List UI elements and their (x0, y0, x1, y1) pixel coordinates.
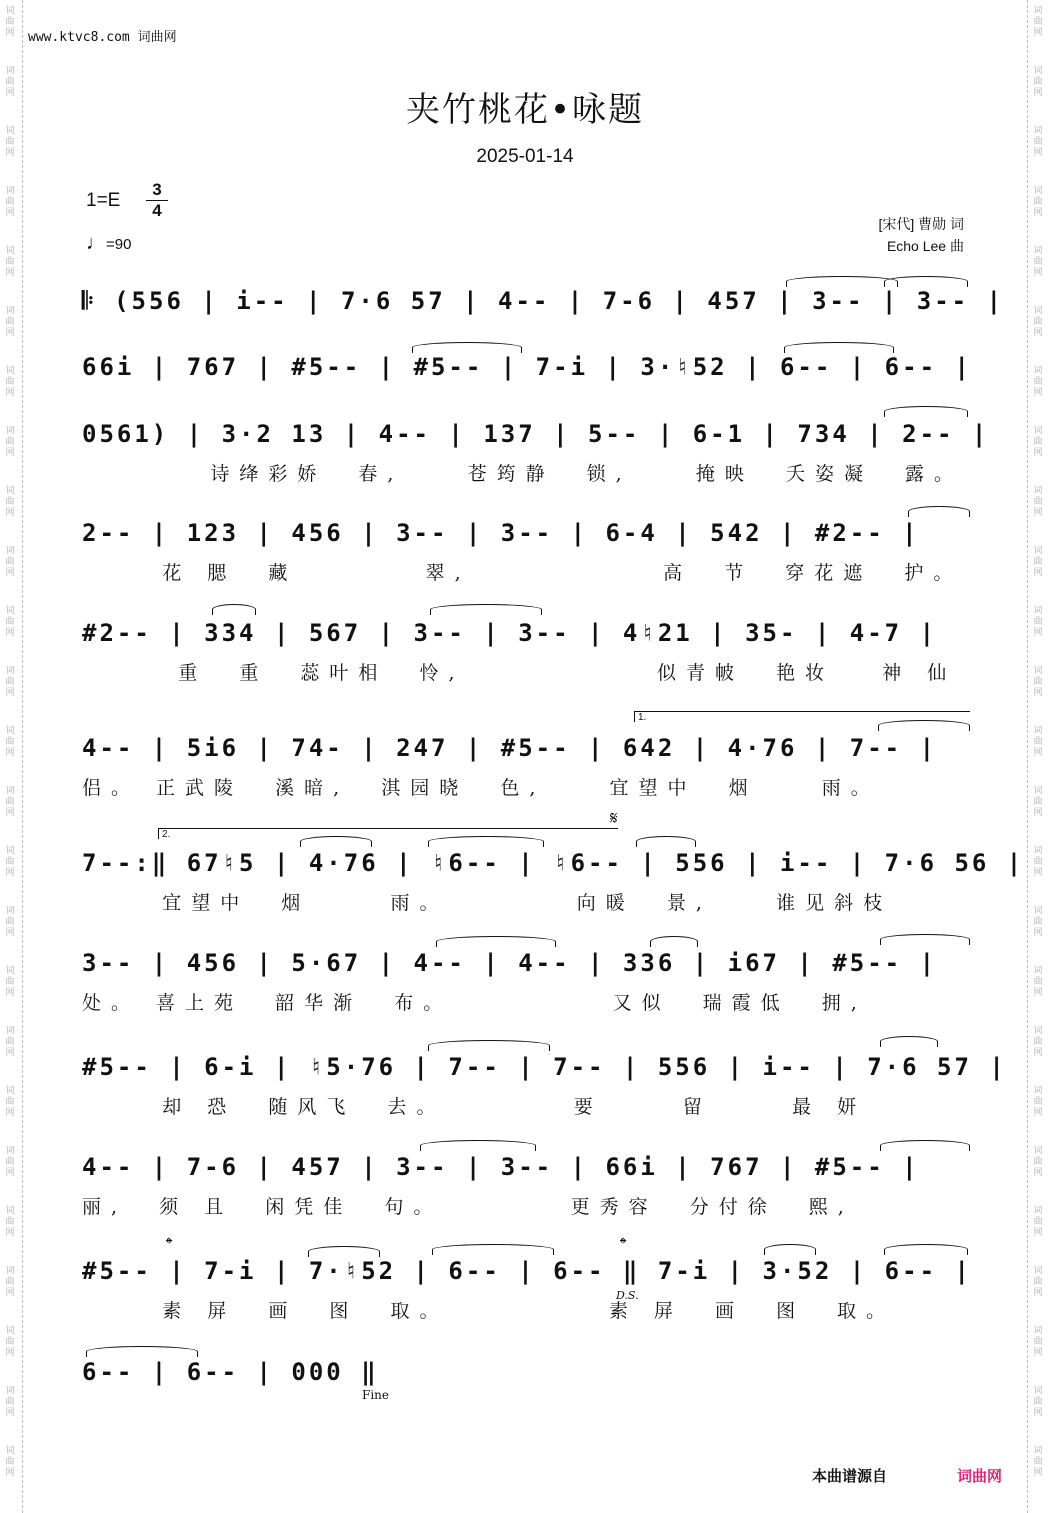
watermark-text: 词 曲 网 (5, 1146, 15, 1178)
watermark-text: 词 曲 网 (1033, 1326, 1043, 1358)
lyrics-row: 宜望中 烟 雨。 向暖 景, 谁见斜枝 (82, 892, 893, 914)
watermark-text: 词 曲 网 (1033, 1026, 1043, 1058)
slur-tie (428, 1040, 550, 1051)
slur-tie (412, 342, 522, 353)
watermark-text: 词 曲 网 (1033, 846, 1043, 878)
score-line (82, 1150, 972, 1230)
score-line (82, 1050, 1007, 1130)
watermark-text: 词 曲 网 (5, 786, 15, 818)
watermark-text: 词 曲 网 (1033, 1146, 1043, 1178)
notation-row: 7--:‖ 67♮5 | 4·76 | ♮6-- | ♮6-- | 556 | i-- | 7·6 56 | (82, 849, 1025, 877)
watermark-text: 词 曲 网 (1033, 186, 1043, 218)
watermark-text: 词 曲 网 (5, 546, 15, 578)
tempo-value: =90 (106, 236, 132, 253)
slur-tie (908, 506, 970, 517)
volta-bracket: 1. (634, 711, 970, 722)
footer-source: 本曲谱源自 (812, 1467, 888, 1485)
score-line (82, 1254, 972, 1334)
score-line (82, 846, 1025, 926)
notation-row: #5-- | 6-i | ♮5·76 | 7-- | 7-- | 556 | i-- | 7·6 57 | (82, 1053, 1007, 1081)
notation-row: 6-- | 6-- | 000 ‖ (82, 1358, 379, 1386)
score-line (82, 516, 972, 596)
notation-row: 3-- | 456 | 5·67 | 4-- | 4-- | 336 | i67 | #5-- | (82, 949, 938, 977)
credits (878, 213, 964, 257)
watermark-text: 词 曲 网 (1033, 786, 1043, 818)
slur-tie (884, 406, 968, 417)
score-line (82, 616, 972, 696)
watermark-text: 词 曲 网 (1033, 66, 1043, 98)
slur-tie (786, 276, 898, 287)
slur-tie (784, 342, 894, 353)
lyrics-row: 素 屏 画 图 取。 素 屏 画 图 取。 (82, 1300, 896, 1322)
watermark-text: 词 曲 网 (5, 6, 15, 38)
watermark-text: 词 曲 网 (1033, 366, 1043, 398)
slur-tie (880, 1140, 970, 1151)
watermark-text: 词 曲 网 (5, 366, 15, 398)
slur-tie (884, 276, 968, 287)
watermark-text: 词 曲 网 (1033, 486, 1043, 518)
right-margin-watermark (1027, 0, 1050, 1513)
watermark-text: 词 曲 网 (5, 186, 15, 218)
lyrics-row: 诗绛彩娇 春, 苍筠静 锁, 掩映 夭姿凝 露。 (82, 463, 964, 485)
notation-row: 𝄆 (556 | i-- | 7·6 57 | 4-- | 7-6 | 457 | 3-- | 3-- | (82, 287, 1005, 315)
lyrics-row: 处。 喜上苑 韶华渐 布。 又似 瑞霞低 拥, (82, 992, 867, 1014)
tempo-marking (86, 232, 131, 255)
score-line (82, 946, 972, 1026)
watermark-text: 词 曲 网 (5, 846, 15, 878)
slur-tie (764, 1244, 816, 1255)
watermark-text: 词 曲 网 (5, 1026, 15, 1058)
watermark-text: 词 曲 网 (1033, 546, 1043, 578)
lyrics-row: 丽, 须 且 闲凭佳 句。 更秀容 分付徐 熙, (82, 1196, 854, 1218)
notation-row: #2-- | 334 | 567 | 3-- | 3-- | 4♮21 | 35- | 4-7 | (82, 619, 938, 647)
time-signature (146, 180, 168, 221)
ds-marking: D.S. (616, 1289, 639, 1302)
watermark-text: 词 曲 网 (1033, 1386, 1043, 1418)
fine-marking: Fine (362, 1388, 389, 1402)
watermark-text: 词 曲 网 (1033, 246, 1043, 278)
watermark-text: 词 曲 网 (1033, 1266, 1043, 1298)
slur-tie (880, 1036, 938, 1047)
quarter-note-icon: ♩ (86, 232, 106, 254)
slur-tie (880, 934, 970, 945)
notation-row: 4-- | 5i6 | 74- | 247 | #5-- | 642 | 4·76 | 7-- | (82, 734, 938, 762)
segno-icon: 𝄋 (610, 808, 618, 829)
lyrics-row: 重 重 蕊叶相 怜, 似青帔 艳妆 神 仙 (82, 662, 957, 684)
watermark-text: 词 曲 网 (5, 126, 15, 158)
volta-bracket: 2. (158, 828, 618, 839)
slur-tie (420, 1140, 536, 1151)
notation-row: 0561) | 3·2 13 | 4-- | 137 | 5-- | 6-1 | 734 | 2-- | (82, 420, 990, 448)
watermark-text: 词 曲 网 (1033, 306, 1043, 338)
composer-credit: Echo Lee 曲 (886, 238, 964, 254)
watermark-text: 词 曲 网 (5, 726, 15, 758)
watermark-text: 词 曲 网 (1033, 6, 1043, 38)
watermark-text: 词 曲 网 (5, 606, 15, 638)
slur-tie (430, 604, 542, 615)
watermark-text: 词 曲 网 (1033, 906, 1043, 938)
lyrics-row: 花 腮 藏 翠, 高 节 穿花遮 护。 (82, 562, 963, 584)
watermark-text: 词 曲 网 (5, 306, 15, 338)
score-line (82, 731, 972, 811)
watermark-text: 词 曲 网 (5, 1446, 15, 1478)
watermark-text: 词 曲 网 (1033, 126, 1043, 158)
slur-tie (432, 1244, 554, 1255)
watermark-text: 词 曲 网 (1033, 1446, 1043, 1478)
meter-top: 3 (146, 180, 168, 201)
song-title: 夹竹桃花•咏题 (405, 90, 645, 130)
watermark-text: 词 曲 网 (1033, 666, 1043, 698)
slur-tie (636, 836, 696, 847)
slur-tie (86, 1346, 198, 1357)
watermark-text: 词 曲 网 (5, 1086, 15, 1118)
watermark-text: 词 曲 网 (5, 1386, 15, 1418)
slur-tie (308, 1246, 380, 1257)
watermark-text: 词 曲 网 (1033, 1086, 1043, 1118)
watermark-text: 词 曲 网 (5, 906, 15, 938)
lyrics-row: 却 恐 随风飞 去。 要 留 最 妍 (82, 1096, 867, 1118)
watermark-text: 词 曲 网 (1033, 426, 1043, 458)
watermark-text: 词 曲 网 (5, 666, 15, 698)
watermark-text: 词 曲 网 (1033, 1206, 1043, 1238)
notation-row: 4-- | 7-6 | 457 | 3-- | 3-- | 66i | 767 | #5-- | (82, 1153, 920, 1181)
slur-tie (884, 1244, 968, 1255)
watermark-text: 词 曲 网 (5, 246, 15, 278)
watermark-text: 词 曲 网 (5, 1206, 15, 1238)
notation-row: 2-- | 123 | 456 | 3-- | 3-- | 6-4 | 542 | #2-- | (82, 519, 920, 547)
watermark-text: 词 曲 网 (5, 426, 15, 458)
slur-tie (212, 604, 256, 615)
lyricist-credit: [宋代] 曹勋 词 (878, 216, 964, 232)
coda-icon: 𝄌 (620, 1234, 627, 1255)
lyrics-row: 侣。 正武陵 溪暗, 淇园晓 色, 宜望中 烟 雨。 (82, 777, 880, 799)
watermark-text: 词 曲 网 (5, 66, 15, 98)
site-url[interactable]: www.ktvc8.com 词曲网 (28, 30, 177, 45)
key-signature: 1=E (86, 190, 121, 211)
watermark-text: 词 曲 网 (5, 486, 15, 518)
watermark-text: 词 曲 网 (5, 966, 15, 998)
watermark-text: 词 曲 网 (1033, 606, 1043, 638)
song-date: 2025-01-14 (476, 146, 574, 167)
watermark-text: 词 曲 网 (1033, 966, 1043, 998)
watermark-text: 词 曲 网 (5, 1326, 15, 1358)
slur-tie (436, 936, 556, 947)
score-line (82, 1355, 972, 1435)
watermark-text: 词 曲 网 (5, 1266, 15, 1298)
notation-row: #5-- | 7-i | 7·♮52 | 6-- | 6-- ‖ 7-i | 3·52 | 6-- | (82, 1257, 972, 1285)
slur-tie (650, 936, 698, 947)
notation-row: 66i | 767 | #5-- | #5-- | 7-i | 3·♮52 | 6-- | 6-- | (82, 353, 972, 381)
footer-brand[interactable]: 词曲网 (957, 1467, 1003, 1485)
coda-icon: 𝄌 (166, 1234, 173, 1255)
watermark-text: 词 曲 网 (1033, 726, 1043, 758)
meter-bottom: 4 (152, 201, 162, 220)
score-line (82, 417, 990, 497)
left-margin-watermark (0, 0, 23, 1513)
